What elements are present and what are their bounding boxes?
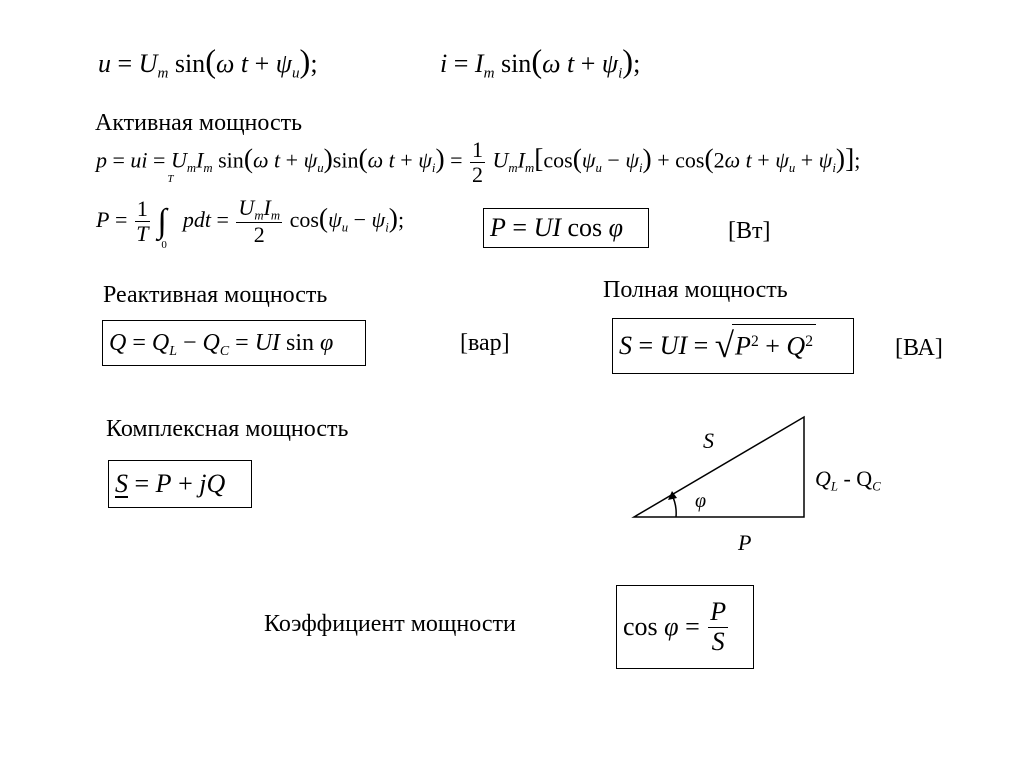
heading-power-factor: Коэффициент мощности [264,611,516,637]
heading-full-power: Полная мощность [603,277,788,303]
triangle-base-label: P [738,530,752,555]
power-factor-box: cos φ = $\frac{P}{S}$ [616,585,754,669]
reactive-power-box: $Q = Q_L - Q_C$ = UI sin φ [102,320,366,366]
current-formula: $i = I_m$ sin(ω $t + \psi_i$); [440,44,641,82]
heading-complex-power: Комплексная мощность [106,416,349,442]
triangle-angle-label: φ [695,490,707,512]
triangle-shape [634,417,804,517]
heading-reactive-power: Реактивная мощность [103,282,328,308]
unit-watt: [Вт] [728,218,771,244]
active-power-box: P = UI cos φ [483,208,649,248]
average-power-formula: P = $\frac{1}{T}$ T ∫ 0 pdt = $\frac{U_mI_m}{2}$ $\cos(\psi_u - \psi_i)$; [96,172,405,251]
voltage-formula: $u = U_m$ sin(ω $t + \psi_u$); [98,44,318,82]
unit-va: [ВА] [895,335,943,361]
triangle-side-label: $Q_L - Q_C$ [815,466,881,494]
complex-power-box: S = P + jQ [108,460,252,508]
triangle-hypotenuse-label: S [703,428,714,453]
instant-power-formula: p = ui = $U_mI_m$ sin(ω $t + \psi_u)\sin(\omega$ $t + \psi_i$) = $\frac{1}{2}$ $U_mI_m[\cos(\psi_u - \psi_i) + \cos(2\omega$ $t + \psi_u + \psi_i$)]; [96,137,861,188]
apparent-power-box: S = UI = $√P^2 + Q^2$ [612,318,854,374]
heading-active-power: Активная мощность [95,110,303,136]
unit-var: [вар] [460,330,510,356]
